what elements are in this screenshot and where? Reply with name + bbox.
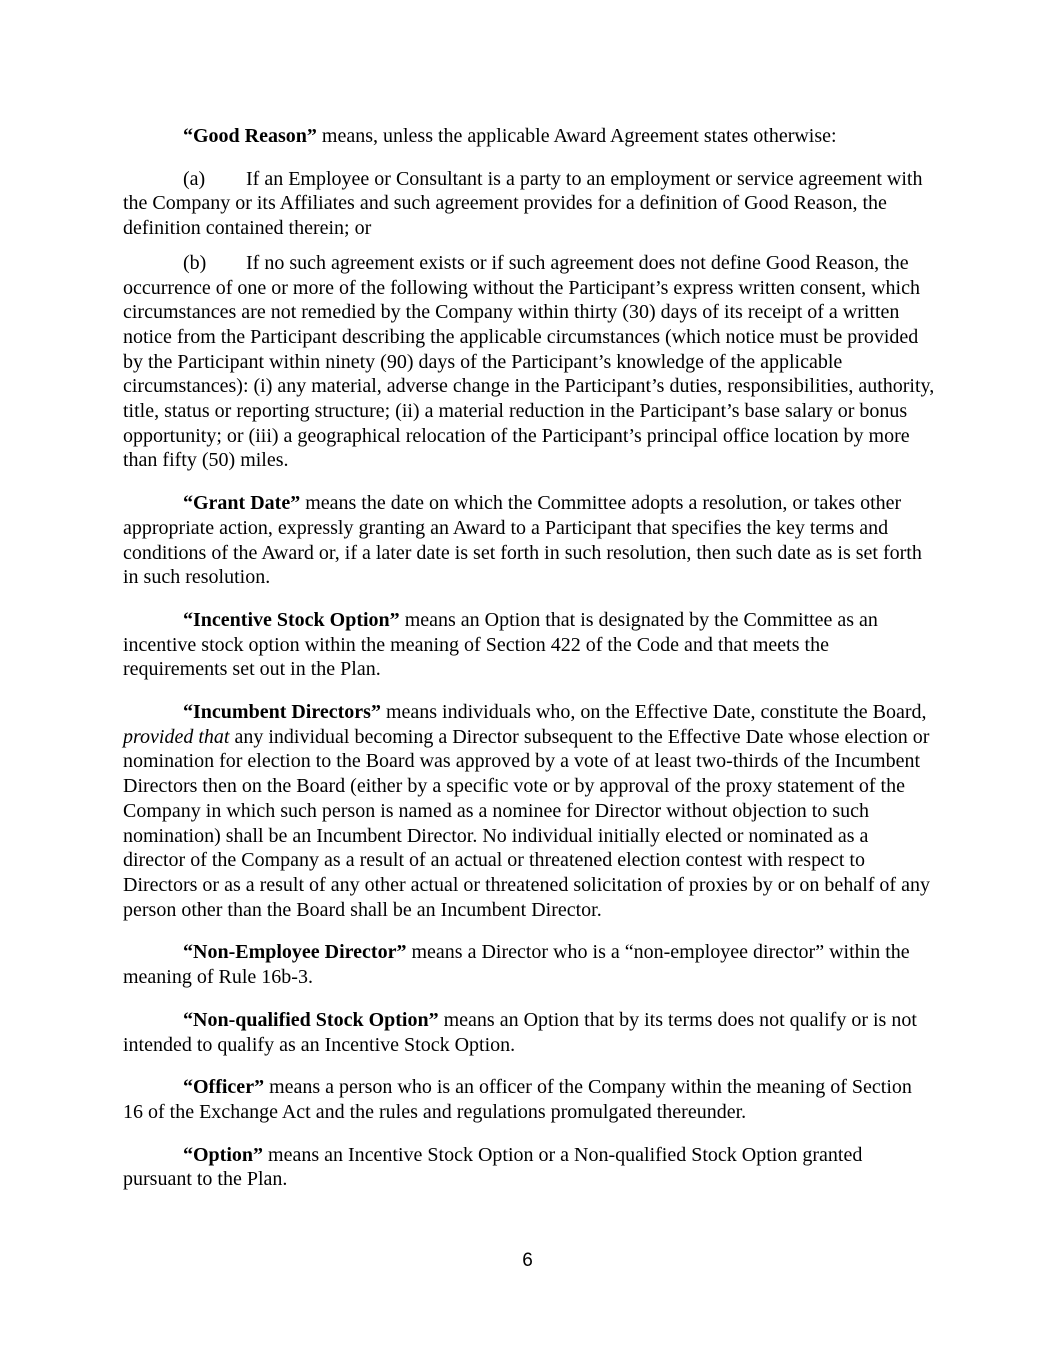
defined-term: “Option” [183, 1143, 264, 1166]
body-text: If an Employee or Consultant is a party to an employment or service agreement with the Company or its Affiliates and such agreement provides for a definition of Good Reason, the definition contained therein; or [123, 167, 923, 240]
clause-paragraph [123, 167, 935, 241]
definition-paragraph [123, 700, 935, 922]
definition-paragraph [123, 1143, 935, 1192]
page-number: 6 [522, 1250, 533, 1271]
defined-term: “Incumbent Directors” [183, 701, 381, 724]
defined-term: “Incentive Stock Option” [183, 608, 400, 631]
defined-term: “Officer” [183, 1076, 265, 1099]
defined-term: “Non-qualified Stock Option” [183, 1008, 439, 1031]
clause-label: (a) [183, 167, 206, 190]
definition-paragraph [123, 491, 935, 590]
definition-paragraph [123, 1008, 935, 1057]
clause-label: (b) [183, 251, 207, 274]
definition-paragraph [123, 608, 935, 682]
definition-paragraph [123, 1075, 935, 1124]
defined-term: “Non-Employee Director” [183, 941, 407, 964]
body-text: means an Incentive Stock Option or a Non-qualified Stock Option granted pursuant to the Plan. [123, 1143, 863, 1191]
definition-paragraph [123, 940, 935, 989]
body-text: If no such agreement exists or if such agreement does not define Good Reason, the occurrence of one or more of the following without the Participant’s express written consent, which circumstances are not remedied by the Company within thirty (30) days of its receipt of a written notice from the Participant describing the applicable circumstances (which notice must be provided by the Participant within ninety (90) days of the Participant’s knowledge of the applicable circumstances): (i) any material, adverse change in the Participant’s duties, responsibilities, authority, title, status or reporting structure; (ii) a material reduction in the Participant’s base salary or bonus opportunity; or (iii) a geographical relocation of the Participant’s principal office location by more than fifty (50) miles. [123, 251, 935, 472]
defined-term: “Grant Date” [183, 492, 301, 515]
body-text: means an Option that is designated by the Committee as an incentive stock option within the meaning of Section 422 of the Code and that meets the requirements set out in the Plan. [123, 608, 878, 681]
body-text: means a Director who is a “non-employee director” within the meaning of Rule 16b-3. [123, 941, 910, 989]
definition-paragraph [123, 124, 935, 149]
clause-paragraph [123, 251, 935, 473]
body-text: provided that [123, 725, 230, 748]
defined-term: “Good Reason” [183, 125, 317, 147]
body-text: means, unless the applicable Award Agreement states otherwise: [316, 125, 837, 147]
body-text: any individual becoming a Director subsequent to the Effective Date whose election or nomination for election to the Board was approved by a vote of at least two-thirds of the Incumbent Directors then on the Board (either by a specific vote or by approval of the proxy statement of the Company in which such person is named as a nominee for Director without objection to such nomination) shall be an Incumbent Director. No individual initially elected or nominated as a director of the Company as a result of an actual or threatened election contest with respect to Directors or as a result of any other actual or threatened solicitation of proxies by or on behalf of any person other than the Board shall be an Incumbent Director. [123, 725, 930, 921]
body-text: means individuals who, on the Effective Date, constitute the Board, [380, 701, 927, 724]
body-text: means a person who is an officer of the Company within the meaning of Section 16 of the Exchange Act and the rules and regulations promulgated thereunder. [123, 1076, 912, 1123]
document-body [123, 124, 935, 1192]
body-text: means an Option that by its terms does not qualify or is not intended to qualify as an Incentive Stock Option. [123, 1008, 917, 1056]
body-text: means the date on which the Committee adopts a resolution, or takes other appropriate action, expressly granting an Award to a Participant that specifies the key terms and conditions of the Award or, if a later date is set forth in such resolution, then such date as is set forth in such resolution. [123, 492, 922, 589]
